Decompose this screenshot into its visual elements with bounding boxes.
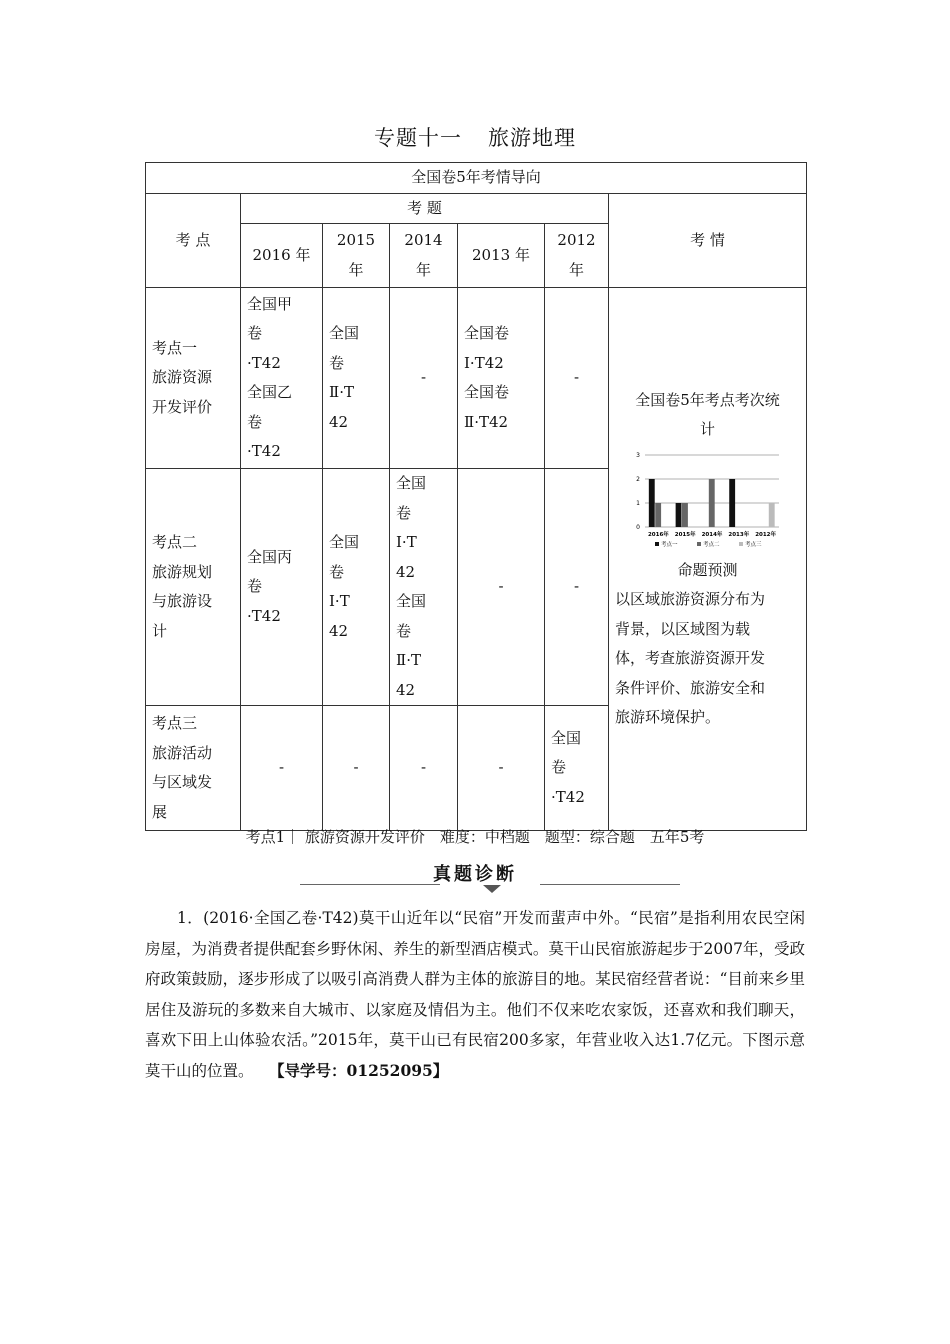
chart-legend-swatch	[655, 542, 659, 546]
row2-name: 考点二 旅游规划 与旅游设 计	[146, 469, 241, 706]
section-rule-right	[540, 884, 680, 885]
row2-2013: -	[458, 469, 545, 706]
row1-2013: 全国卷 Ⅰ·T42 全国卷 Ⅱ·T42	[458, 288, 545, 469]
row1-name: 考点一 旅游资源 开发评价	[146, 288, 241, 469]
predict-line: 条件评价、旅游安全和	[615, 678, 766, 697]
row2-2016: 全国丙 卷 ·T42	[241, 469, 323, 706]
chart-bar	[729, 479, 735, 527]
page-title	[0, 122, 950, 152]
exam-overview-table	[145, 162, 807, 831]
section-title: 真题诊断	[433, 864, 517, 885]
row1-2015: 全国 卷 Ⅱ·T 42	[323, 288, 390, 469]
kaodian-summary-line: 考点1｜ 旅游资源开发评价 难度：中档题 题型：综合题 五年5考	[245, 828, 705, 846]
title-part1: 专题十一	[374, 126, 462, 150]
predict-line: 体，考查旅游资源开发	[615, 649, 766, 667]
chart-ytick-label: 3	[635, 451, 640, 459]
predict-title: 命题预测	[677, 560, 738, 579]
chart-legend-label: 考点二	[702, 541, 720, 548]
year-2012: 2012 年	[545, 224, 609, 288]
row1-2014: -	[390, 288, 458, 469]
predict-line: 旅游环境保护。	[615, 708, 721, 726]
chart-xtick-label: 2015年	[674, 531, 696, 538]
chart-bar	[682, 503, 688, 527]
row3-2012: 全国 卷 ·T42	[545, 706, 609, 831]
chart-legend-swatch	[739, 542, 743, 546]
row3-name: 考点三 旅游活动 与区域发 展	[146, 706, 241, 831]
header-kaoti: 考 题	[241, 193, 609, 224]
year-2015: 2015 年	[323, 224, 390, 288]
year-2016: 2016 年	[241, 224, 323, 288]
chart-bar	[648, 479, 654, 527]
row1-2016: 全国甲 卷 ·T42 全国乙 卷 ·T42	[241, 288, 323, 469]
chart-legend-label: 考点一	[660, 541, 678, 548]
chart-xtick-label: 2014年	[701, 531, 722, 538]
question-text: 1．(2016·全国乙卷·T42)莫干山近年以“民宿”开发而蜚声中外。“民宿”是指利用农民空闲房屋，为消费者提供配套乡野休闲、养生的新型酒店模式。莫干山民宿旅游起步于2007年，受政府政策鼓励，逐步形成了以吸引高消费人群为主体的旅游目的地。某民宿经营者说：“目前来乡里居住及游玩的多数来自大城市、以家庭及情侣为主。他们不仅来吃农家饭，还喜欢和我们聊天，喜欢下田上山体验农活。”2015年，莫干山已有民宿200多家，年营业收入达1.7亿元。下图示意莫干山的位置。	[145, 909, 805, 1080]
section-triangle-icon	[483, 885, 501, 893]
chart-xtick-label: 2013年	[727, 531, 749, 538]
chart-bar	[675, 503, 681, 527]
chart-bar	[655, 503, 661, 527]
row1-2012: -	[545, 288, 609, 469]
predict-line: 以区域旅游资源分布为	[615, 590, 766, 608]
header-kaoqing: 考 情	[609, 193, 807, 288]
row2-2015: 全国 卷 Ⅰ·T 42	[323, 469, 390, 706]
chart-ytick-label: 0	[635, 523, 640, 531]
predict-line: 背景，以区域图为载	[615, 619, 751, 638]
chart-bar	[768, 503, 774, 527]
row3-2014: -	[390, 706, 458, 831]
row2-2014: 全国 卷 Ⅰ·T 42 全国 卷 Ⅱ·T 42	[390, 469, 458, 706]
exam-count-bar-chart	[633, 451, 783, 556]
chart-xtick-label: 2012年	[754, 531, 776, 538]
chart-legend-swatch	[697, 542, 701, 546]
year-2014: 2014 年	[390, 224, 458, 288]
row3-2016: -	[241, 706, 323, 831]
chart-ytick-label: 1	[635, 499, 640, 507]
table-caption: 全国卷5年考情导向	[146, 163, 807, 194]
question-paragraph	[145, 903, 805, 1086]
row3-2013: -	[458, 706, 545, 831]
chart-ytick-label: 2	[635, 475, 640, 483]
row2-2012: -	[545, 469, 609, 706]
chart-bar	[708, 479, 714, 527]
header-kaodian: 考 点	[146, 193, 241, 288]
chart-legend-label: 考点三	[744, 541, 762, 548]
chart-xtick-label: 2016年	[647, 531, 669, 538]
guide-number: 【导学号：01252095】	[276, 1060, 449, 1080]
kaoqing-side-panel	[609, 288, 807, 831]
title-part2: 旅游地理	[488, 126, 576, 150]
row3-2015: -	[323, 706, 390, 831]
year-2013: 2013 年	[458, 224, 545, 288]
chart-title: 全国卷5年考点考次统 计	[635, 390, 780, 438]
